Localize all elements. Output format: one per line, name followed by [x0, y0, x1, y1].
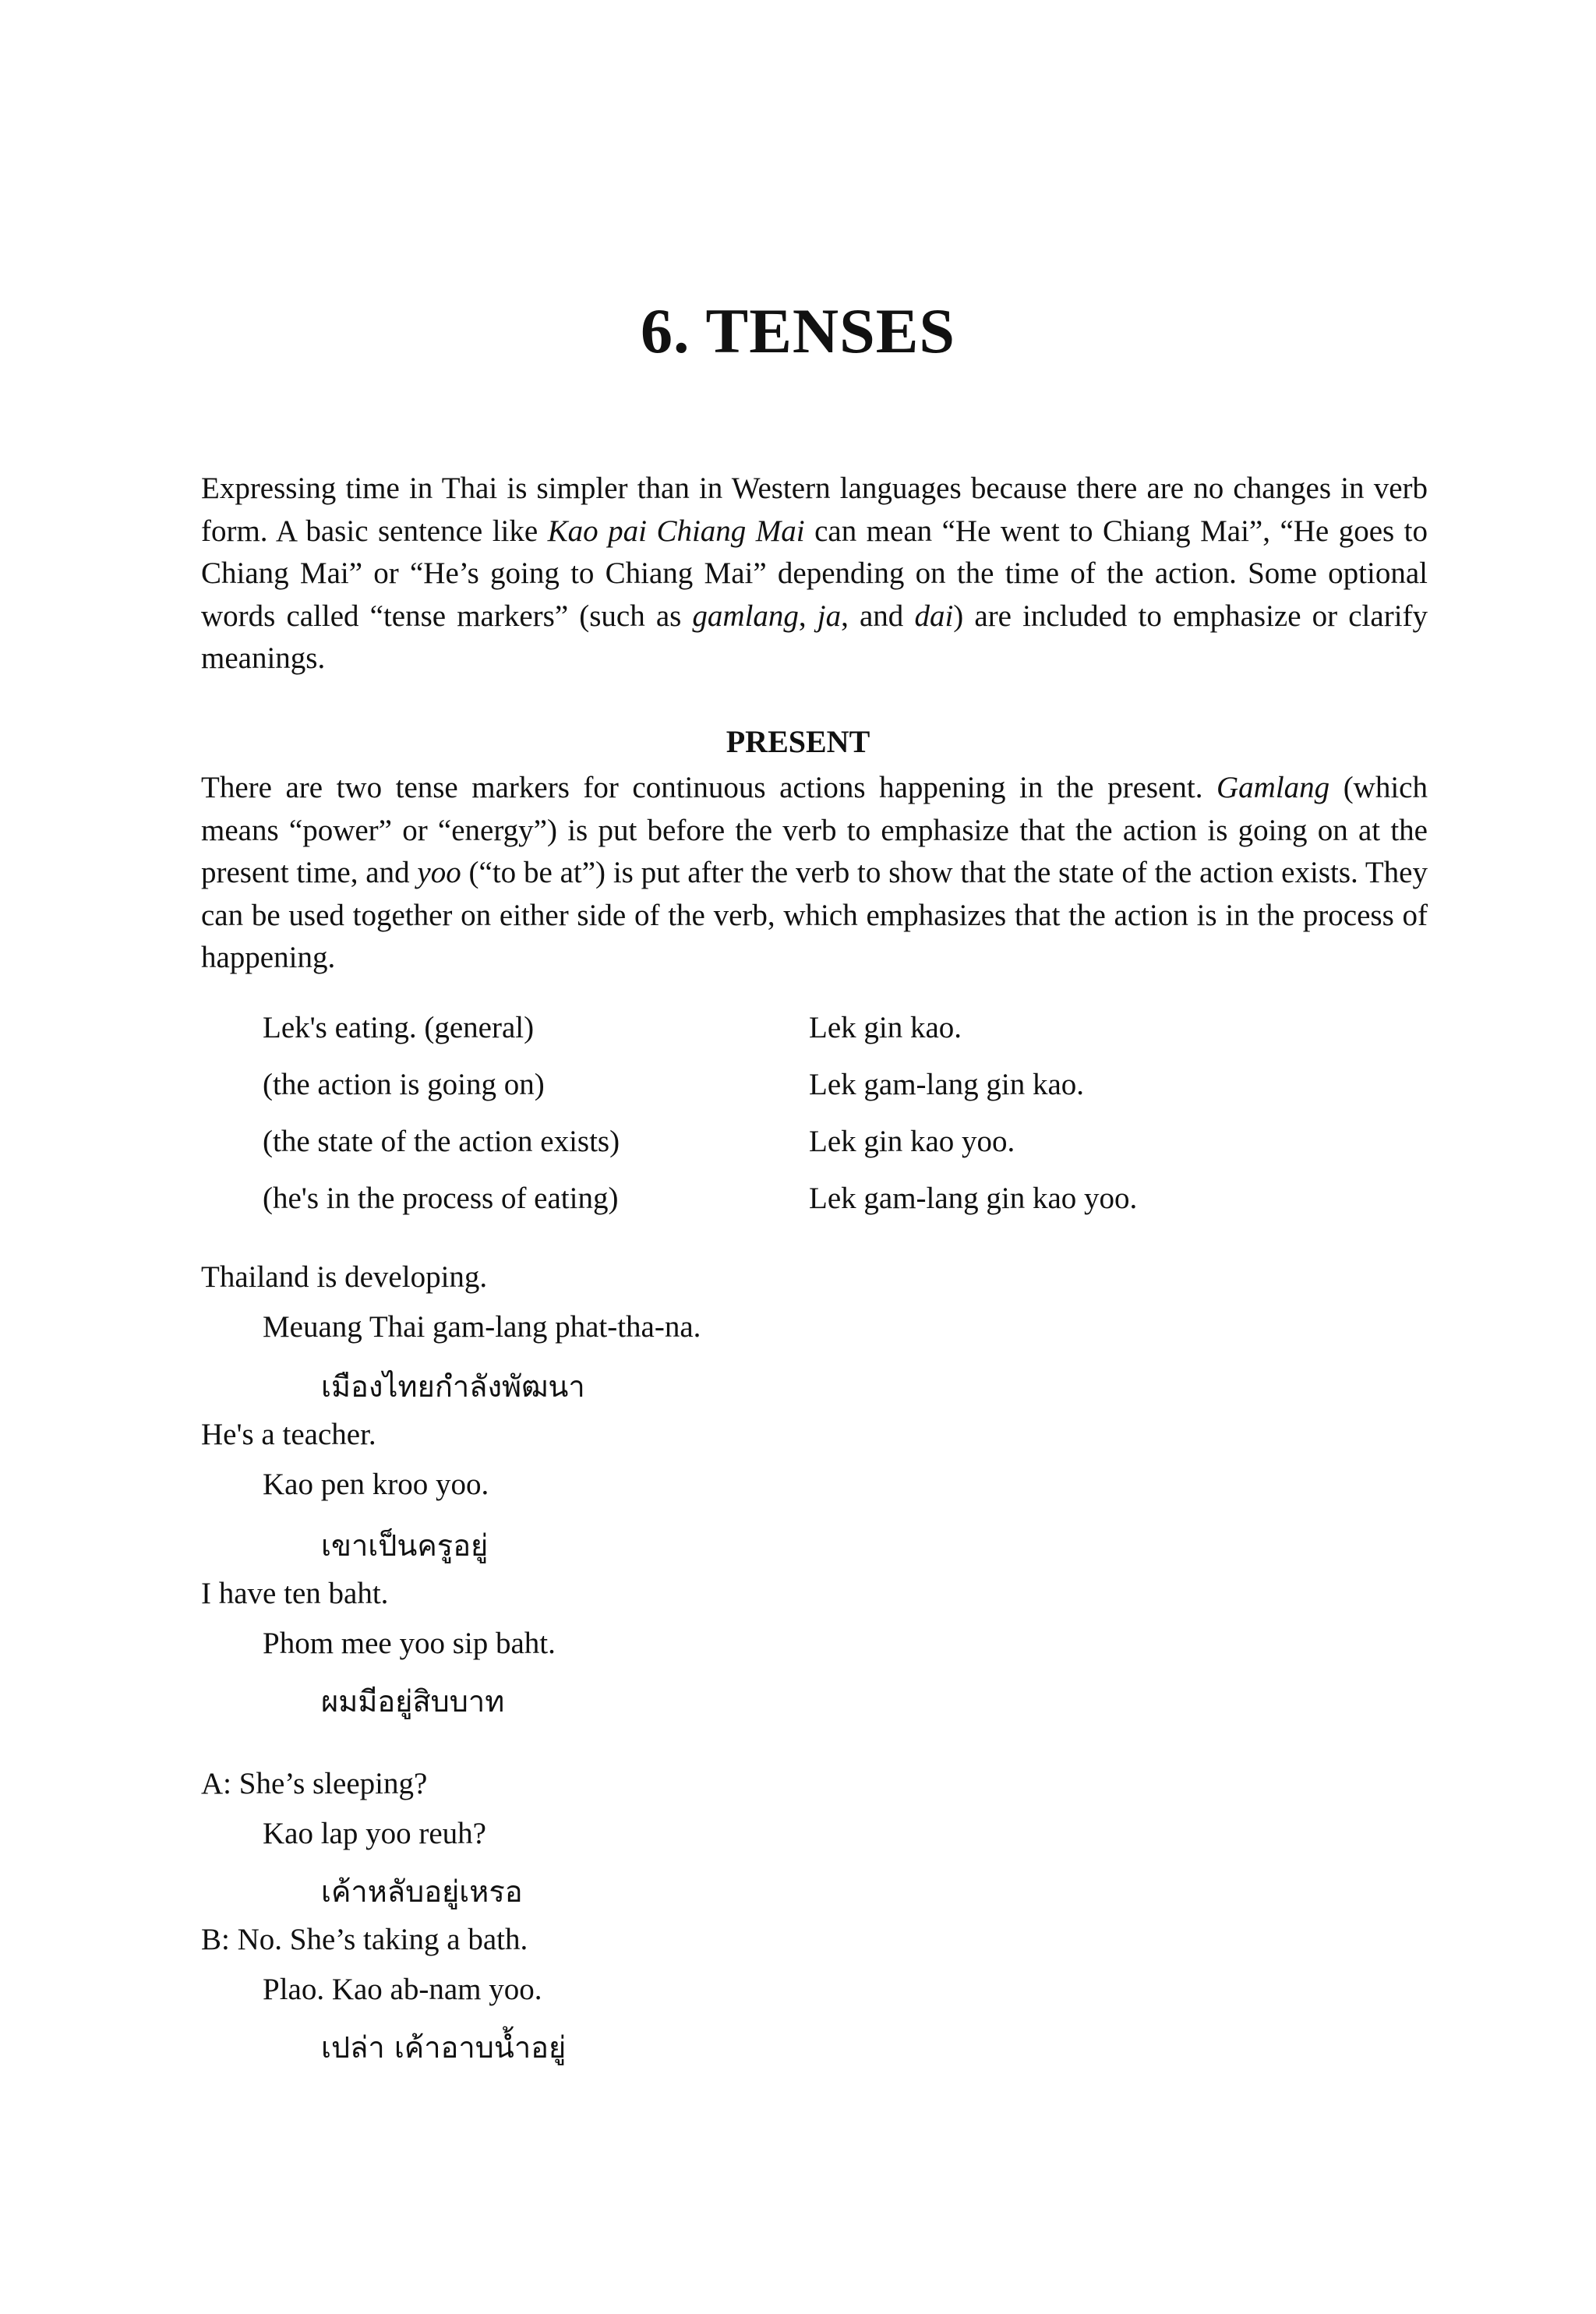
intro-text: ) are included to emphasize or clarify meanings.	[201, 599, 1428, 675]
table-row-english: (the action is going on)	[263, 1068, 545, 1101]
table-row-english: (he's in the process of eating)	[263, 1182, 619, 1215]
page-title: 6. TENSES	[640, 295, 956, 366]
table-row-thai: Lek gin kao yoo.	[809, 1125, 1015, 1158]
dialogue-english: B: No. She’s taking a bath.	[201, 1923, 528, 1956]
table-row-thai: Lek gam-lang gin kao yoo.	[809, 1182, 1138, 1215]
present-paragraph	[201, 767, 1428, 980]
present-italic-term: Gamlang	[1216, 771, 1330, 804]
example-thai-script: เมืองไทยกำลังพัฒนา	[321, 1369, 585, 1404]
example-transliteration: Phom mee yoo sip baht.	[263, 1627, 556, 1660]
dialogue-thai-script: เค้าหลับอยู่เหรอ	[321, 1874, 523, 1909]
table-row-english: (the state of the action exists)	[263, 1125, 620, 1158]
example-english: He's a teacher.	[201, 1418, 376, 1451]
table-row-english: Lek's eating. (general)	[263, 1011, 535, 1044]
intro-paragraph	[201, 468, 1428, 680]
present-italic-term: yoo	[417, 856, 461, 889]
example-english: I have ten baht.	[201, 1577, 389, 1610]
example-transliteration: Kao pen kroo yoo.	[263, 1468, 489, 1501]
example-transliteration: Meuang Thai gam-lang phat-tha-na.	[263, 1310, 701, 1344]
section-heading-present: PRESENT	[726, 724, 870, 759]
intro-italic-term: gamlang	[692, 599, 799, 633]
present-text: There are two tense markers for continuous actions happening in the present.	[201, 771, 1216, 804]
present-text: (which means “power” or “energy”) is put before the verb to emphasize that the action is going on at the present time, and	[201, 771, 1428, 889]
intro-italic-example: Kao pai Chiang Mai	[547, 514, 805, 548]
intro-text: ,	[798, 599, 817, 633]
table-row-thai: Lek gin kao.	[809, 1011, 962, 1044]
example-english: Thailand is developing.	[201, 1260, 488, 1294]
dialogue-transliteration: Kao lap yoo reuh?	[263, 1817, 486, 1850]
intro-text: Expressing time in Thai is simpler than in Western languages because there are no changes in verb form. A basic sentence like	[201, 472, 1428, 548]
intro-text: can mean “He went to Chiang Mai”, “He goes to Chiang Mai” or “He’s going to Chiang Mai” depending on the time of the action. Some optional words called “tense markers” (such as	[201, 514, 1428, 633]
intro-text: , and	[841, 599, 915, 633]
table-row-thai: Lek gam-lang gin kao.	[809, 1068, 1085, 1101]
dialogue-thai-script: เปล่า เค้าอาบน้ำอยู่	[321, 2030, 567, 2065]
intro-italic-term: dai	[914, 599, 954, 633]
example-thai-script: เขาเป็นครูอยู่	[321, 1528, 489, 1563]
intro-italic-term: ja	[817, 599, 842, 633]
present-text: (“to be at”) is put after the verb to show that the state of the action exists. They can be used together on either side of the verb, which emphasizes that the action is in the process of happening.	[201, 856, 1428, 974]
dialogue-transliteration: Plao. Kao ab-nam yoo.	[263, 1973, 542, 2006]
dialogue-english: A: She’s sleeping?	[201, 1767, 428, 1800]
example-thai-script: ผมมีอยู่สิบบาท	[321, 1684, 505, 1719]
